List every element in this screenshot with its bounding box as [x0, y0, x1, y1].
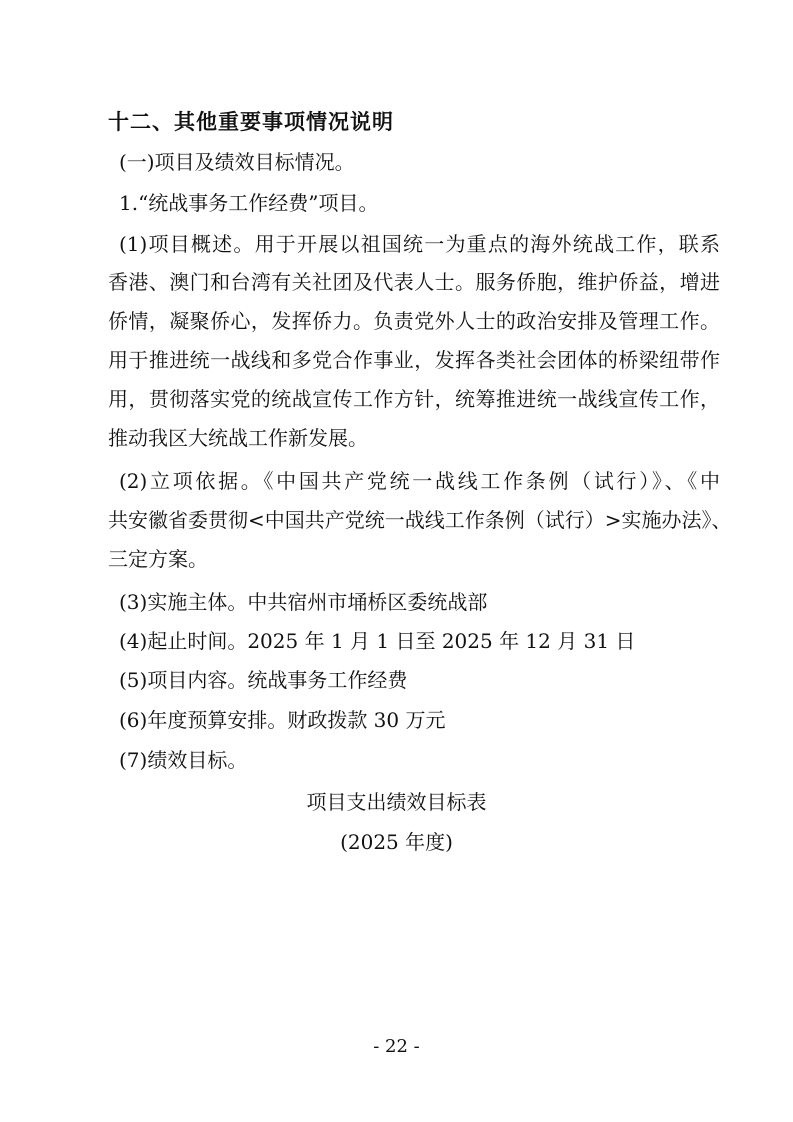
page-number: - 22 - [373, 1036, 420, 1057]
period-line: (4)起止时间。2025 年 1 月 1 日至 2025 年 12 月 31 日 [119, 629, 636, 653]
overview-line-1: (1)项目概述。用于开展以祖国统一为重点的海外统战工作，联系 [119, 232, 720, 256]
overview-line-6: 推动我区大统战工作新发展。 [108, 426, 368, 450]
table-caption-year: (2025 年度) [340, 830, 453, 854]
section-heading: 十二、其他重要事项情况说明 [108, 110, 394, 134]
subsection-title: (一)项目及绩效目标情况。 [119, 150, 355, 174]
table-caption-title: 项目支出绩效目标表 [306, 790, 487, 814]
overview-line-5: 用，贯彻落实党的统战宣传工作方针，统筹推进统一战线宣传工作， [108, 387, 720, 411]
overview-line-2: 香港、澳门和台湾有关社团及代表人士。服务侨胞，维护侨益，增进 [108, 270, 720, 294]
goals-line: (7)绩效目标。 [119, 748, 248, 772]
overview-line-3: 侨情，凝聚侨心，发挥侨力。负责党外人士的政治安排及管理工作。 [108, 309, 720, 333]
budget-line: (6)年度预算安排。财政拨款 30 万元 [119, 708, 446, 732]
basis-line-1: (2)立项依据。《中国共产党统一战线工作条例（试行）》、《中 [119, 469, 720, 493]
item-title: 1.“统战事务工作经费”项目。 [119, 191, 379, 215]
implementer-line: (3)实施主体。中共宿州市埇桥区委统战部 [119, 590, 488, 614]
content-line: (5)项目内容。统战事务工作经费 [119, 668, 408, 692]
overview-line-4: 用于推进统一战线和多党合作事业，发挥各类社会团体的桥梁纽带作 [108, 348, 720, 372]
basis-line-2: 共安徽省委贯彻<中国共产党统一战线工作条例（试行）>实施办法》、 [108, 508, 732, 532]
basis-line-3: 三定方案。 [108, 547, 208, 571]
